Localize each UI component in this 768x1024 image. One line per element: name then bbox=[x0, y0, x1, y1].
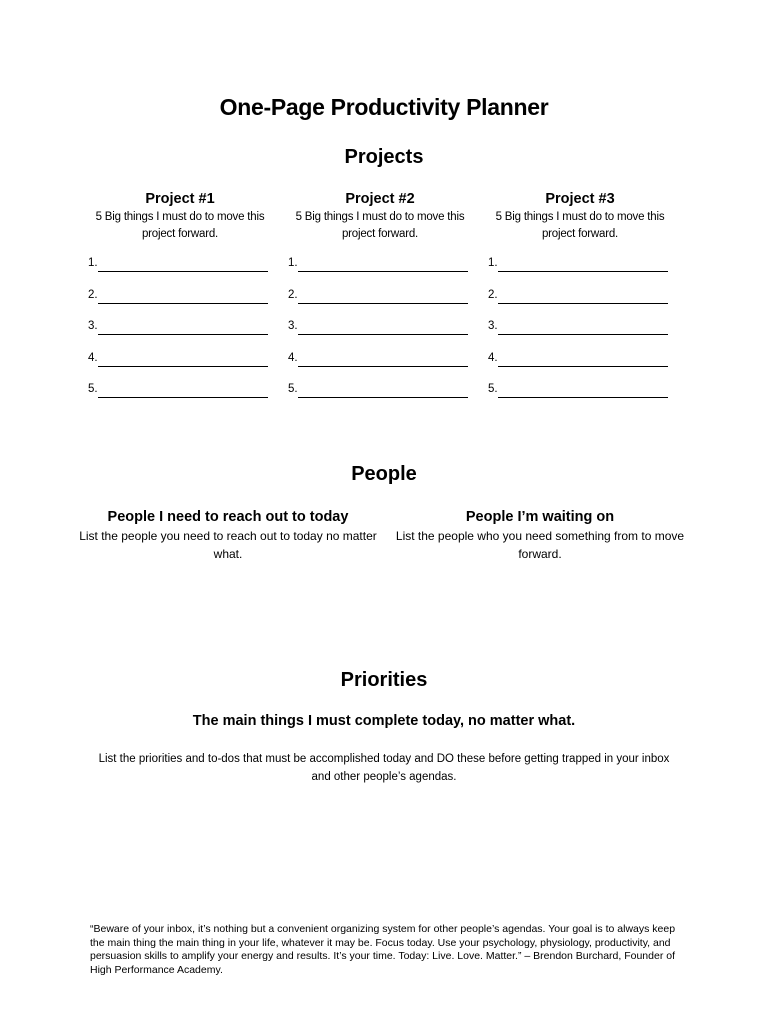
task-number: 3. bbox=[288, 320, 298, 332]
task-number: 1. bbox=[488, 257, 498, 269]
task-blank-line[interactable] bbox=[98, 289, 268, 304]
task-item[interactable] bbox=[288, 257, 476, 289]
task-number: 5. bbox=[488, 383, 498, 395]
task-item[interactable] bbox=[88, 352, 276, 384]
task-blank-line[interactable] bbox=[298, 257, 468, 272]
task-blank-line[interactable] bbox=[298, 352, 468, 367]
project-description: 5 Big things I must do to move this project forward. bbox=[495, 211, 665, 240]
task-item[interactable] bbox=[488, 320, 676, 352]
people-column-description: List the people you need to reach out to today no matter what. bbox=[79, 529, 377, 561]
task-number: 3. bbox=[88, 320, 98, 332]
task-blank-line[interactable] bbox=[498, 257, 668, 272]
people-column-description: List the people who you need something from to move forward. bbox=[395, 529, 685, 561]
project-description: 5 Big things I must do to move this project forward. bbox=[295, 211, 465, 240]
task-item[interactable] bbox=[88, 257, 276, 289]
task-item[interactable] bbox=[88, 289, 276, 321]
project-column-3 bbox=[484, 189, 676, 395]
task-number: 2. bbox=[288, 288, 298, 301]
task-blank-line[interactable] bbox=[98, 383, 268, 398]
task-blank-line[interactable] bbox=[98, 320, 268, 335]
priorities-description: List the priorities and to-dos that must be accomplished today and DO these before getting trapped in your inbox and other people’s agendas. bbox=[98, 753, 670, 783]
people-column-title: People I need to reach out to today bbox=[107, 509, 349, 525]
project-title: Project #1 bbox=[145, 191, 215, 207]
page-title: One-Page Productivity Planner bbox=[219, 94, 549, 120]
task-number: 2. bbox=[488, 288, 498, 301]
task-blank-line[interactable] bbox=[298, 383, 468, 398]
task-blank-line[interactable] bbox=[498, 352, 668, 367]
people-heading: People bbox=[351, 463, 417, 485]
project-column-2 bbox=[284, 189, 476, 395]
footer-quote: “Beware of your inbox, it’s nothing but a convenient organizing system for other people’s agendas. Your goal is to always keep the main thing the main thing in your life, whatever it may be. Focus today. Use your psychology, physiology, productivity, and persuasion skills to amplify your energy and results. It’s your time. Today: Live. Love. Matter.” – Brendon Burchard, Founder of High Performance Academy. bbox=[90, 923, 676, 976]
task-number: 4. bbox=[488, 351, 498, 364]
task-number: 5. bbox=[288, 383, 298, 395]
task-blank-line[interactable] bbox=[498, 383, 668, 398]
task-number: 4. bbox=[288, 351, 298, 364]
task-item[interactable] bbox=[88, 320, 276, 352]
task-number: 3. bbox=[488, 320, 498, 332]
task-item[interactable] bbox=[288, 352, 476, 384]
task-blank-line[interactable] bbox=[498, 320, 668, 335]
people-reach-out-column bbox=[78, 507, 378, 563]
task-item[interactable] bbox=[488, 352, 676, 384]
projects-heading: Projects bbox=[344, 146, 424, 168]
task-blank-line[interactable] bbox=[298, 320, 468, 335]
task-item[interactable] bbox=[88, 383, 276, 415]
task-number: 1. bbox=[288, 257, 298, 269]
task-blank-line[interactable] bbox=[298, 289, 468, 304]
people-waiting-column bbox=[390, 507, 690, 563]
project-title: Project #2 bbox=[345, 191, 415, 207]
priorities-heading: Priorities bbox=[340, 669, 428, 691]
task-blank-line[interactable] bbox=[498, 289, 668, 304]
task-item[interactable] bbox=[488, 289, 676, 321]
project-column-1 bbox=[84, 189, 276, 395]
people-column-title: People I’m waiting on bbox=[465, 509, 615, 525]
task-number: 5. bbox=[88, 383, 98, 395]
task-item[interactable] bbox=[288, 383, 476, 415]
task-blank-line[interactable] bbox=[98, 257, 268, 272]
task-item[interactable] bbox=[488, 383, 676, 415]
task-item[interactable] bbox=[288, 320, 476, 352]
priorities-subheading: The main things I must complete today, no matter what. bbox=[192, 713, 576, 729]
task-item[interactable] bbox=[488, 257, 676, 289]
project-title: Project #3 bbox=[545, 191, 615, 207]
project-description: 5 Big things I must do to move this project forward. bbox=[95, 211, 265, 240]
task-list bbox=[88, 257, 276, 415]
task-list bbox=[488, 257, 676, 415]
task-number: 4. bbox=[88, 351, 98, 364]
task-number: 1. bbox=[88, 257, 98, 269]
task-item[interactable] bbox=[288, 289, 476, 321]
task-blank-line[interactable] bbox=[98, 352, 268, 367]
task-list bbox=[288, 257, 476, 415]
task-number: 2. bbox=[88, 288, 98, 301]
